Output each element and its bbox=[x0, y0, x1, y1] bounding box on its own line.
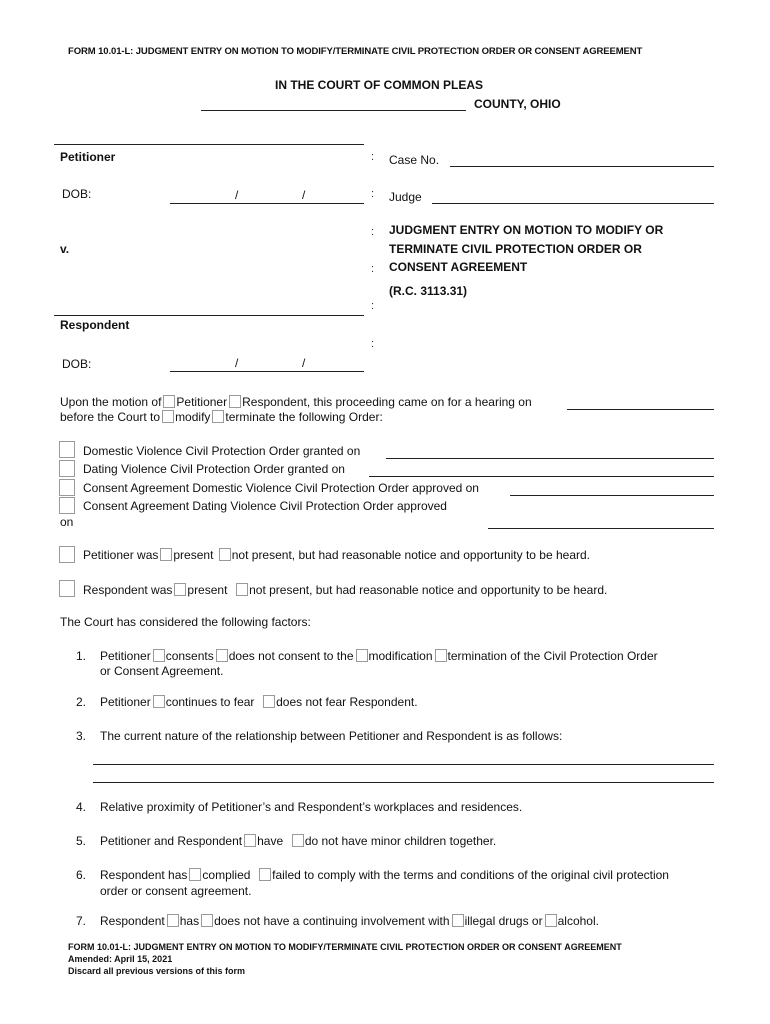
footer-form-title: FORM 10.01-L: JUDGMENT ENTRY ON MOTION TO MODIFY/TERMINATE CIVIL PROTECTION ORDER OR CONSENT AGREEMENT bbox=[68, 942, 622, 952]
respondent-dob-field[interactable] bbox=[170, 371, 364, 372]
dating-cpo-checkbox[interactable] bbox=[59, 460, 75, 477]
factor-number: 1. bbox=[76, 649, 87, 663]
motion-petitioner-text: Petitioner bbox=[176, 395, 228, 409]
factor-number: 6. bbox=[76, 868, 87, 882]
illegal-drugs-checkbox[interactable] bbox=[452, 914, 464, 927]
dob-slash: / bbox=[235, 188, 239, 202]
presence-text: present bbox=[173, 548, 214, 562]
factor-3-text: The current nature of the relationship between Petitioner and Respondent is as follows: bbox=[100, 729, 563, 743]
motion-line-2 bbox=[60, 410, 383, 424]
factor-text: failed to comply with the terms and conditions of the original civil protection bbox=[272, 868, 669, 882]
presence-text: not present, but had reasonable notice and opportunity to be heard. bbox=[231, 548, 591, 562]
factor-6-line-2: order or consent agreement. bbox=[100, 884, 252, 898]
terminate-text: terminate the following Order: bbox=[225, 410, 383, 424]
county-label: COUNTY, OHIO bbox=[474, 97, 561, 111]
complied-checkbox[interactable] bbox=[189, 868, 201, 881]
factor-text: continues to fear bbox=[165, 695, 255, 709]
relationship-field-line-1[interactable] bbox=[93, 764, 714, 765]
presence-text: Petitioner was bbox=[83, 548, 159, 562]
factor-2-line bbox=[100, 695, 418, 709]
continues-to-fear-checkbox[interactable] bbox=[153, 695, 165, 708]
dob-slash: / bbox=[302, 188, 306, 202]
relationship-field-line-2[interactable] bbox=[93, 782, 714, 783]
modify-text: modify bbox=[175, 410, 211, 424]
motion-respondent-text: Respondent, this proceeding came on for a hearing on bbox=[242, 395, 532, 409]
respondent-present-checkbox[interactable] bbox=[174, 583, 186, 596]
caption-colon: : bbox=[371, 226, 375, 238]
entry-title-line-3: CONSENT AGREEMENT bbox=[389, 260, 528, 274]
factor-text: Petitioner bbox=[100, 695, 151, 709]
order-option-label: Domestic Violence Civil Protection Order granted on bbox=[83, 444, 361, 458]
factor-text: does not have a continuing involvement with bbox=[214, 914, 450, 928]
respondent-dob-label: DOB: bbox=[62, 357, 92, 371]
order-option-label: Dating Violence Civil Protection Order granted on bbox=[83, 462, 345, 476]
entry-title-line-2: TERMINATE CIVIL PROTECTION ORDER OR bbox=[389, 242, 642, 256]
dating-cpo-date-field[interactable] bbox=[369, 476, 714, 477]
petitioner-presence-line bbox=[83, 548, 590, 562]
form-header-title: FORM 10.01-L: JUDGMENT ENTRY ON MOTION TO MODIFY/TERMINATE CIVIL PROTECTION ORDER OR CONSENT AGREEMENT bbox=[68, 46, 643, 57]
petitioner-motion-checkbox[interactable] bbox=[163, 395, 175, 408]
factor-number: 2. bbox=[76, 695, 87, 709]
caption-colon: : bbox=[371, 151, 375, 163]
presence-text: Respondent was bbox=[83, 583, 173, 597]
presence-text: present bbox=[187, 583, 228, 597]
factor-text: Petitioner and Respondent bbox=[100, 834, 243, 848]
consent-dv-date-field[interactable] bbox=[510, 495, 714, 496]
terminate-checkbox[interactable] bbox=[212, 410, 224, 423]
factor-text: have bbox=[257, 834, 284, 848]
footer-amended: Amended: April 15, 2021 bbox=[68, 954, 173, 964]
consent-dv-checkbox[interactable] bbox=[59, 479, 75, 496]
failed-to-comply-checkbox[interactable] bbox=[259, 868, 271, 881]
factor-1-line-1 bbox=[100, 649, 658, 663]
petitioner-label: Petitioner bbox=[60, 150, 116, 164]
factor-5-line bbox=[100, 834, 496, 848]
dv-cpo-date-field[interactable] bbox=[386, 458, 714, 459]
factor-number: 3. bbox=[76, 729, 87, 743]
petitioner-present-checkbox[interactable] bbox=[160, 548, 172, 561]
factor-text: alcohol. bbox=[557, 914, 599, 928]
judge-label: Judge bbox=[389, 190, 422, 204]
caption-colon: : bbox=[371, 263, 375, 275]
factor-text: Respondent has bbox=[100, 868, 188, 882]
respondent-label: Respondent bbox=[60, 318, 130, 332]
respondent-presence-checkbox[interactable] bbox=[59, 580, 75, 597]
modification-checkbox[interactable] bbox=[356, 649, 368, 662]
dob-slash: / bbox=[302, 356, 306, 370]
order-option-label: Consent Agreement Dating Violence Civil Protection Order approved bbox=[83, 499, 447, 513]
consent-dating-date-field[interactable] bbox=[488, 528, 714, 529]
have-children-checkbox[interactable] bbox=[244, 834, 256, 847]
order-option-label: Consent Agreement Domestic Violence Civil Protection Order approved on bbox=[83, 481, 479, 495]
factor-number: 4. bbox=[76, 800, 87, 814]
factor-text: complied bbox=[202, 868, 251, 882]
factor-number: 5. bbox=[76, 834, 87, 848]
factor-text: illegal drugs or bbox=[464, 914, 543, 928]
dob-slash: / bbox=[235, 356, 239, 370]
factor-text: has bbox=[179, 914, 200, 928]
motion-text: before the Court to bbox=[60, 410, 161, 424]
factor-text: modification bbox=[368, 649, 433, 663]
petitioner-name-field[interactable] bbox=[54, 144, 364, 145]
modify-checkbox[interactable] bbox=[162, 410, 174, 423]
respondent-presence-line bbox=[83, 583, 607, 597]
petitioner-dob-label: DOB: bbox=[62, 187, 92, 201]
factor-7-line bbox=[100, 914, 599, 928]
petitioner-not-present-checkbox[interactable] bbox=[219, 548, 231, 561]
respondent-name-field[interactable] bbox=[54, 315, 364, 316]
footer bbox=[68, 941, 622, 977]
has-involvement-checkbox[interactable] bbox=[167, 914, 179, 927]
respondent-motion-checkbox[interactable] bbox=[229, 395, 241, 408]
dv-cpo-checkbox[interactable] bbox=[59, 441, 75, 458]
statute-reference: (R.C. 3113.31) bbox=[389, 284, 468, 298]
motion-line-1 bbox=[60, 395, 532, 409]
factor-text: consents bbox=[165, 649, 214, 663]
case-no-label: Case No. bbox=[389, 153, 440, 167]
motion-text: Upon the motion of bbox=[60, 395, 162, 409]
factor-6-line-1 bbox=[100, 868, 669, 882]
factor-text: Petitioner bbox=[100, 649, 151, 663]
presence-text: not present, but had reasonable notice and opportunity to be heard. bbox=[249, 583, 608, 597]
consent-dating-checkbox[interactable] bbox=[59, 497, 75, 514]
versus-label: v. bbox=[60, 242, 70, 256]
court-name: IN THE COURT OF COMMON PLEAS bbox=[275, 78, 483, 92]
factor-number: 7. bbox=[76, 914, 87, 928]
termination-checkbox[interactable] bbox=[435, 649, 447, 662]
footer-discard-note: Discard all previous versions of this form bbox=[68, 966, 246, 976]
factor-text: do not have minor children together. bbox=[304, 834, 497, 848]
caption-colon: : bbox=[371, 338, 375, 350]
no-involvement-checkbox[interactable] bbox=[201, 914, 213, 927]
consents-checkbox[interactable] bbox=[153, 649, 165, 662]
caption-colon: : bbox=[371, 300, 375, 312]
petitioner-presence-checkbox[interactable] bbox=[59, 546, 75, 563]
county-name-field[interactable] bbox=[201, 110, 466, 111]
no-children-checkbox[interactable] bbox=[292, 834, 304, 847]
caption-colon: : bbox=[371, 188, 375, 200]
case-no-field[interactable] bbox=[450, 166, 714, 167]
alcohol-checkbox[interactable] bbox=[545, 914, 557, 927]
factor-1-line-2: or Consent Agreement. bbox=[100, 664, 224, 678]
order-on-label: on bbox=[60, 515, 74, 529]
respondent-not-present-checkbox[interactable] bbox=[236, 583, 248, 596]
factor-text: does not fear Respondent. bbox=[276, 695, 418, 709]
hearing-date-field[interactable] bbox=[567, 409, 714, 410]
entry-title-line-1: JUDGMENT ENTRY ON MOTION TO MODIFY OR bbox=[389, 223, 664, 237]
does-not-consent-checkbox[interactable] bbox=[216, 649, 228, 662]
factors-intro: The Court has considered the following factors: bbox=[60, 615, 311, 629]
factor-text: termination of the Civil Protection Order bbox=[447, 649, 658, 663]
factor-text: Respondent bbox=[100, 914, 165, 928]
factor-text: does not consent to the bbox=[228, 649, 354, 663]
petitioner-dob-field[interactable] bbox=[170, 203, 364, 204]
factor-4-text: Relative proximity of Petitioner’s and Respondent’s workplaces and residences. bbox=[100, 800, 523, 814]
does-not-fear-checkbox[interactable] bbox=[263, 695, 275, 708]
judge-field[interactable] bbox=[432, 203, 714, 204]
